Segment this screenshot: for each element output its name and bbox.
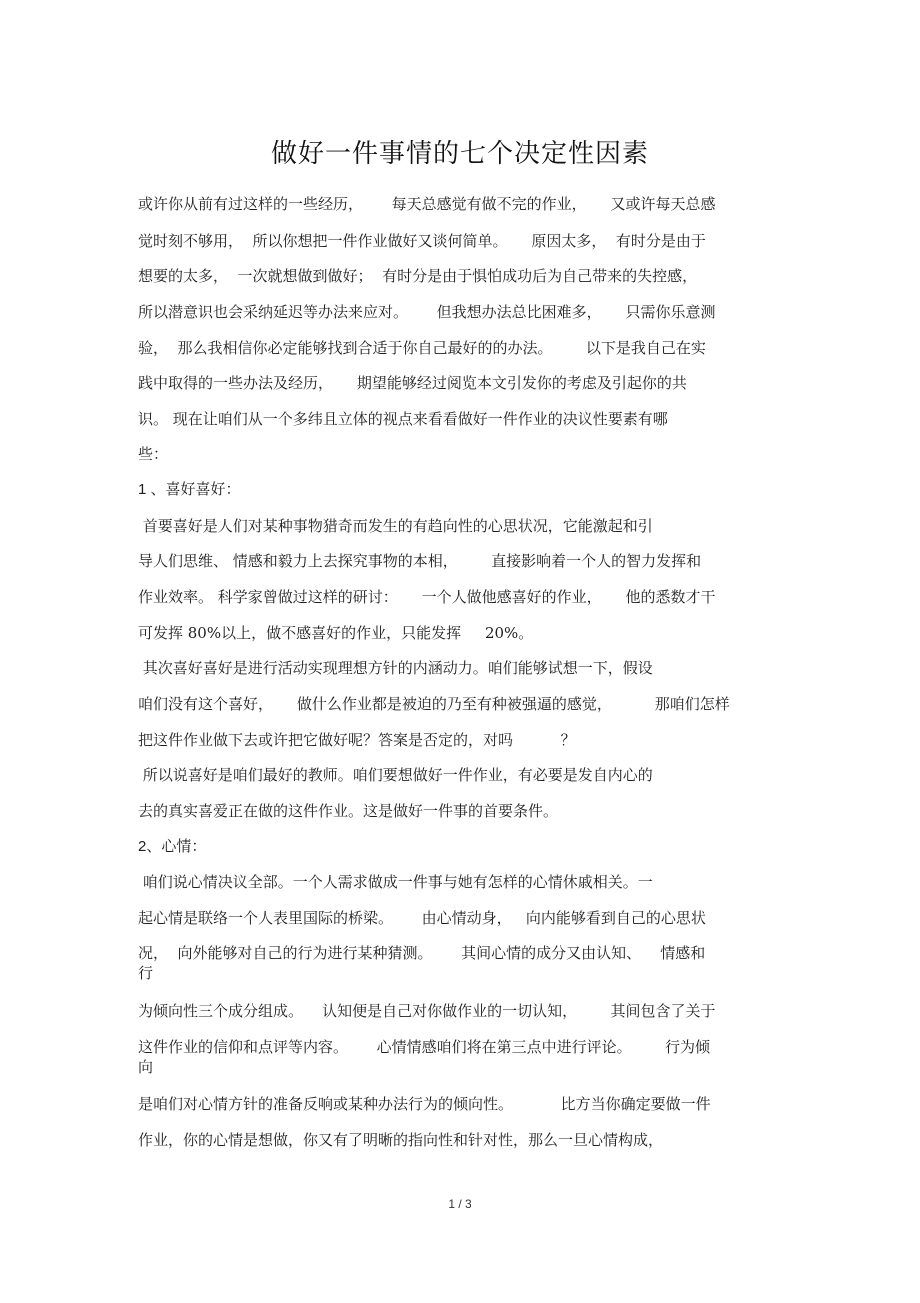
text-line: 这件作业的信仰和点评等内容。 心情情感咱们将在第三点中进行评论。 行为倾 <box>138 1038 710 1056</box>
text-line: 觉时刻不够用， 所以你想把一件作业做好又谈何简单。 原因太多， 有时分是由于 <box>138 232 706 250</box>
text-line: 想要的太多， 一次就想做到做好； 有时分是由于惧怕成功后为自己带来的失控感， <box>138 267 698 285</box>
text-line: 或许你从前有过这样的一些经历， 每天总感觉有做不完的作业， 又或许每天总感 <box>138 195 716 213</box>
text-line: 其次喜好喜好是进行活动实现理想方针的内涵动力。咱们能够试想一下，假设 <box>138 659 653 677</box>
text-line: 况， 向外能够对自己的行为进行某种猜测。 其间心情的成分又由认知、 情感和 <box>138 944 706 962</box>
text-line: 向 <box>138 1058 154 1076</box>
text-line: 首要喜好是人们对某种事物猎奇而发生的有趋向性的心思状况，它能激起和引 <box>138 517 653 535</box>
text-line: 可发挥 80%以上，做不感喜好的作业，只能发挥 20%。 <box>138 624 534 642</box>
text-line: 作业，你的心情是想做，你又有了明晰的指向性和针对性，那么一旦心情构成， <box>138 1131 664 1149</box>
text-line: 起心情是联络一个人表里国际的桥梁。 由心情动身， 向内能够看到自己的心思状 <box>138 909 706 927</box>
text-line: 识。 现在让咱们从一个多纬且立体的视点来看看做好一件作业的决议性要素有哪 <box>138 410 668 428</box>
text-line: 把这件作业做下去或许把它做好呢？答案是否定的，对吗 ？ <box>138 731 576 749</box>
text-line: 是咱们对心情方针的准备反响或某种办法行为的倾向性。 比方当你确定要做一件 <box>138 1095 711 1113</box>
text-line: 导人们思维、 情感和毅力上去探究事物的本相， 直接影响着一个人的智力发挥和 <box>138 552 702 570</box>
text-line: 去的真实喜爱正在做的这件作业。这是做好一件事的首要条件。 <box>138 802 559 820</box>
text-line: 为倾向性三个成分组成。 认知便是自己对你做作业的一切认知， 其间包含了关于 <box>138 1002 716 1020</box>
text-line: 所以潜意识也会采纳延迟等办法来应对。 但我想办法总比困难多， 只需你乐意测 <box>138 303 716 321</box>
section-heading-1: 1 、喜好喜好： <box>138 481 241 498</box>
text-line: 所以说喜好是咱们最好的教师。咱们要想做好一件作业，有必要是发自内心的 <box>138 766 653 784</box>
text-line: 践中取得的一些办法及经历， 期望能够经过阅览本文引发你的考虑及引起你的共 <box>138 374 687 392</box>
text-line: 行 <box>138 964 154 982</box>
text-line: 作业效率。 科学家曾做过这样的研讨： 一个人做他感喜好的作业， 他的悉数才干 <box>138 588 716 606</box>
text-line: 咱们没有这个喜好， 做什么作业都是被迫的乃至有种被强逼的感觉， 那咱们怎样 <box>138 695 730 713</box>
text-line: 验， 那么我相信你必定能够找到合适于你自己最好的的办法。 以下是我自己在实 <box>138 339 706 357</box>
document-title: 做好一件事情的七个决定性因素 <box>270 139 649 169</box>
page-number: 1 / 3 <box>448 1197 472 1211</box>
section-heading-2: 2、心情： <box>138 838 207 855</box>
text-line: 咱们说心情决议全部。一个人需求做成一件事与她有怎样的心情休戚相关。一 <box>138 873 653 891</box>
text-line: 些： <box>138 445 169 463</box>
